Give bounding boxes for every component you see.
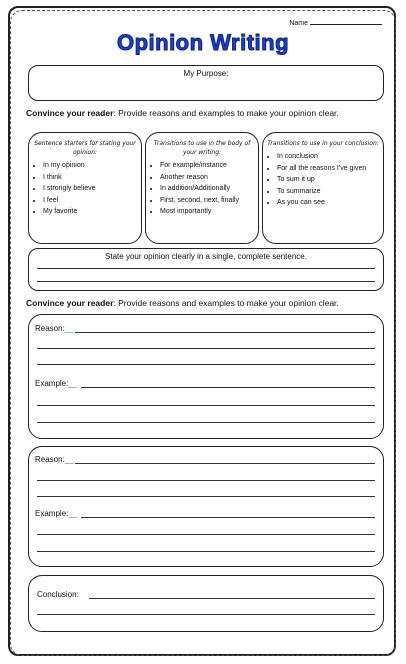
name-field[interactable] xyxy=(289,20,382,27)
writing-line xyxy=(37,364,375,365)
writing-line xyxy=(37,551,375,552)
writing-line xyxy=(37,281,375,282)
list-item: • Most importantly xyxy=(160,206,254,218)
list-item: • For example/instance xyxy=(160,160,254,172)
purpose-box[interactable] xyxy=(28,65,384,101)
conclusion-transitions-box xyxy=(262,132,384,244)
writing-line xyxy=(89,598,375,599)
list-item: • I strongly believe xyxy=(43,183,137,195)
writing-line xyxy=(37,422,375,423)
list-item: • Another reason xyxy=(160,172,254,184)
convince-bold: Convince your reader xyxy=(26,108,114,118)
convince-rest: : Provide reasons and examples to make your opinion clear. xyxy=(113,298,339,308)
column-title: Sentence starters for stating your opinion: xyxy=(34,140,136,156)
writing-line xyxy=(37,496,375,497)
convince-rest: : Provide reasons and examples to make your opinion clear. xyxy=(113,108,339,118)
writing-line xyxy=(37,480,375,481)
convince-bold: Convince your reader xyxy=(26,298,114,308)
reason-box-1[interactable] xyxy=(28,314,384,439)
writing-line xyxy=(37,614,375,615)
list-item: • My favorite xyxy=(43,206,137,218)
opinion-statement-label: State your opinion clearly in a single, complete sentence. xyxy=(105,252,307,261)
writing-line xyxy=(81,517,375,518)
column-title: Transitions to use in the body of your writing: xyxy=(153,140,251,156)
list-item: • For all the reasons I've given xyxy=(277,163,379,175)
convince-instruction xyxy=(26,108,339,118)
writing-line xyxy=(37,268,375,269)
list-item: • To sum it up xyxy=(277,174,379,186)
writing-line xyxy=(37,534,375,535)
body-transitions-box xyxy=(145,132,259,244)
conclusion-label: Conclusion: xyxy=(37,590,79,599)
list-item: • In addition/Additionally xyxy=(160,183,254,195)
writing-line xyxy=(75,332,375,333)
list-item: • To summarize xyxy=(277,186,379,198)
example-label: Example:__ xyxy=(35,509,78,518)
writing-line xyxy=(37,348,375,349)
reason-label: Reason:__ xyxy=(35,324,74,333)
opinion-starters-box xyxy=(28,132,142,244)
opinion-statement-box[interactable] xyxy=(28,248,384,291)
list-item: • In conclusion xyxy=(277,151,379,163)
list-item: • In my opinion xyxy=(43,160,137,172)
reason-box-2[interactable] xyxy=(28,446,384,567)
list-item: • I think xyxy=(43,172,137,184)
list-item: • As you can see xyxy=(277,197,379,209)
conclusion-box[interactable] xyxy=(28,575,384,632)
column-title: Transitions to use in your conclusion: xyxy=(267,140,379,147)
example-label: Example:__ xyxy=(35,379,78,388)
writing-line xyxy=(81,387,375,388)
writing-line xyxy=(37,405,375,406)
reason-label: Reason:__ xyxy=(35,455,74,464)
convince-instruction-2 xyxy=(26,298,339,308)
purpose-label: My Purpose: xyxy=(183,69,229,78)
list-item: • First, second, next, finally xyxy=(160,195,254,207)
page-title: Opinion Writing xyxy=(116,30,290,55)
writing-line xyxy=(75,463,375,464)
name-label: Name xyxy=(289,20,308,27)
list-item: • I feel xyxy=(43,195,137,207)
